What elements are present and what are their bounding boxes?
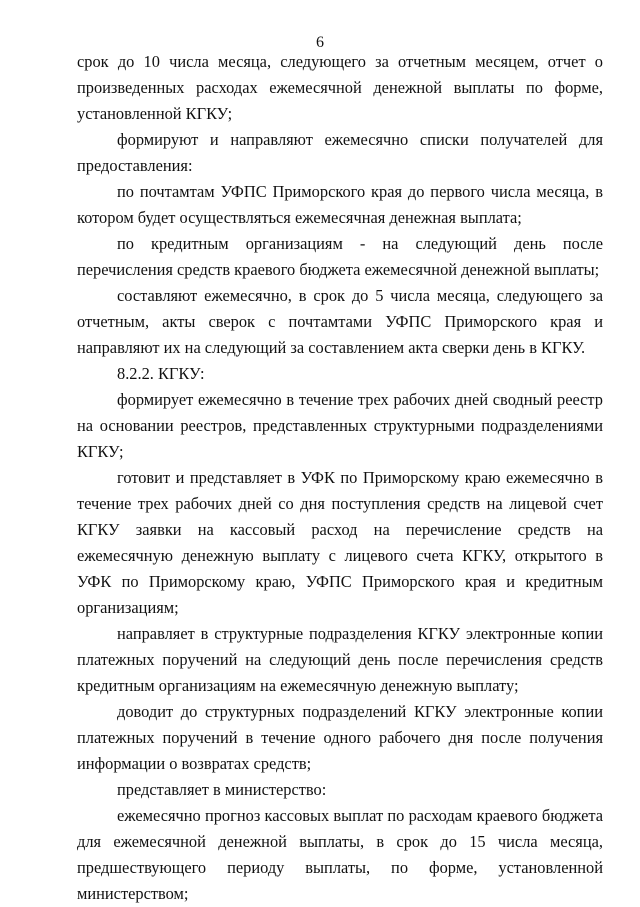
body-text: [77, 49, 603, 907]
paragraph: готовит и представляет в УФК по Приморскому краю ежемесячно в течение трех рабочих дней со дня поступления средств на лицевой счет КГКУ заявки на кассовый расход на перечисление средств на ежемесячную денежную выплату с лицевого счета КГКУ, открытого в УФК по Приморскому краю, УФПС Приморского края и кредитным организациям;: [77, 468, 603, 617]
paragraph: доводит до структурных подразделений КГКУ электронные копии платежных поручений в течение одного рабочего дня после получения информации о возвратах средств;: [77, 702, 603, 773]
paragraph: по почтамтам УФПС Приморского края до первого числа месяца, в котором будет осуществляться ежемесячная денежная выплата;: [77, 182, 603, 227]
paragraph: представляет в министерство:: [117, 780, 327, 799]
section-heading: 8.2.2. КГКУ:: [117, 364, 205, 383]
paragraph: ежемесячно прогноз кассовых выплат по расходам краевого бюджета для ежемесячной денежной выплаты, в срок до 15 числа месяца, предшествующего периоду выплаты, по форме, установленной министерством;: [77, 806, 603, 903]
paragraph: составляют ежемесячно, в срок до 5 числа месяца, следующего за отчетным, акты сверок с почтамтами УФПС Приморского края и направляют их на следующий за составлением акта сверки день в КГКУ.: [77, 286, 603, 357]
paragraph: формируют и направляют ежемесячно списки получателей для предоставления:: [77, 130, 603, 175]
paragraph: направляет в структурные подразделения КГКУ электронные копии платежных поручений на следующий день после перечисления средств кредитным организациям на ежемесячную денежную выплату;: [77, 624, 603, 695]
paragraph: по кредитным организациям - на следующий день после перечисления средств краевого бюджета ежемесячной денежной выплаты;: [77, 234, 603, 279]
paragraph: срок до 10 числа месяца, следующего за отчетным месяцем, отчет о произведенных расходах ежемесячной денежной выплаты по форме, установленной КГКУ;: [77, 52, 603, 123]
page-number: 6: [316, 34, 324, 51]
paragraph: формирует ежемесячно в течение трех рабочих дней сводный реестр на основании реестров, представленных структурными подразделениями КГКУ;: [77, 390, 603, 461]
